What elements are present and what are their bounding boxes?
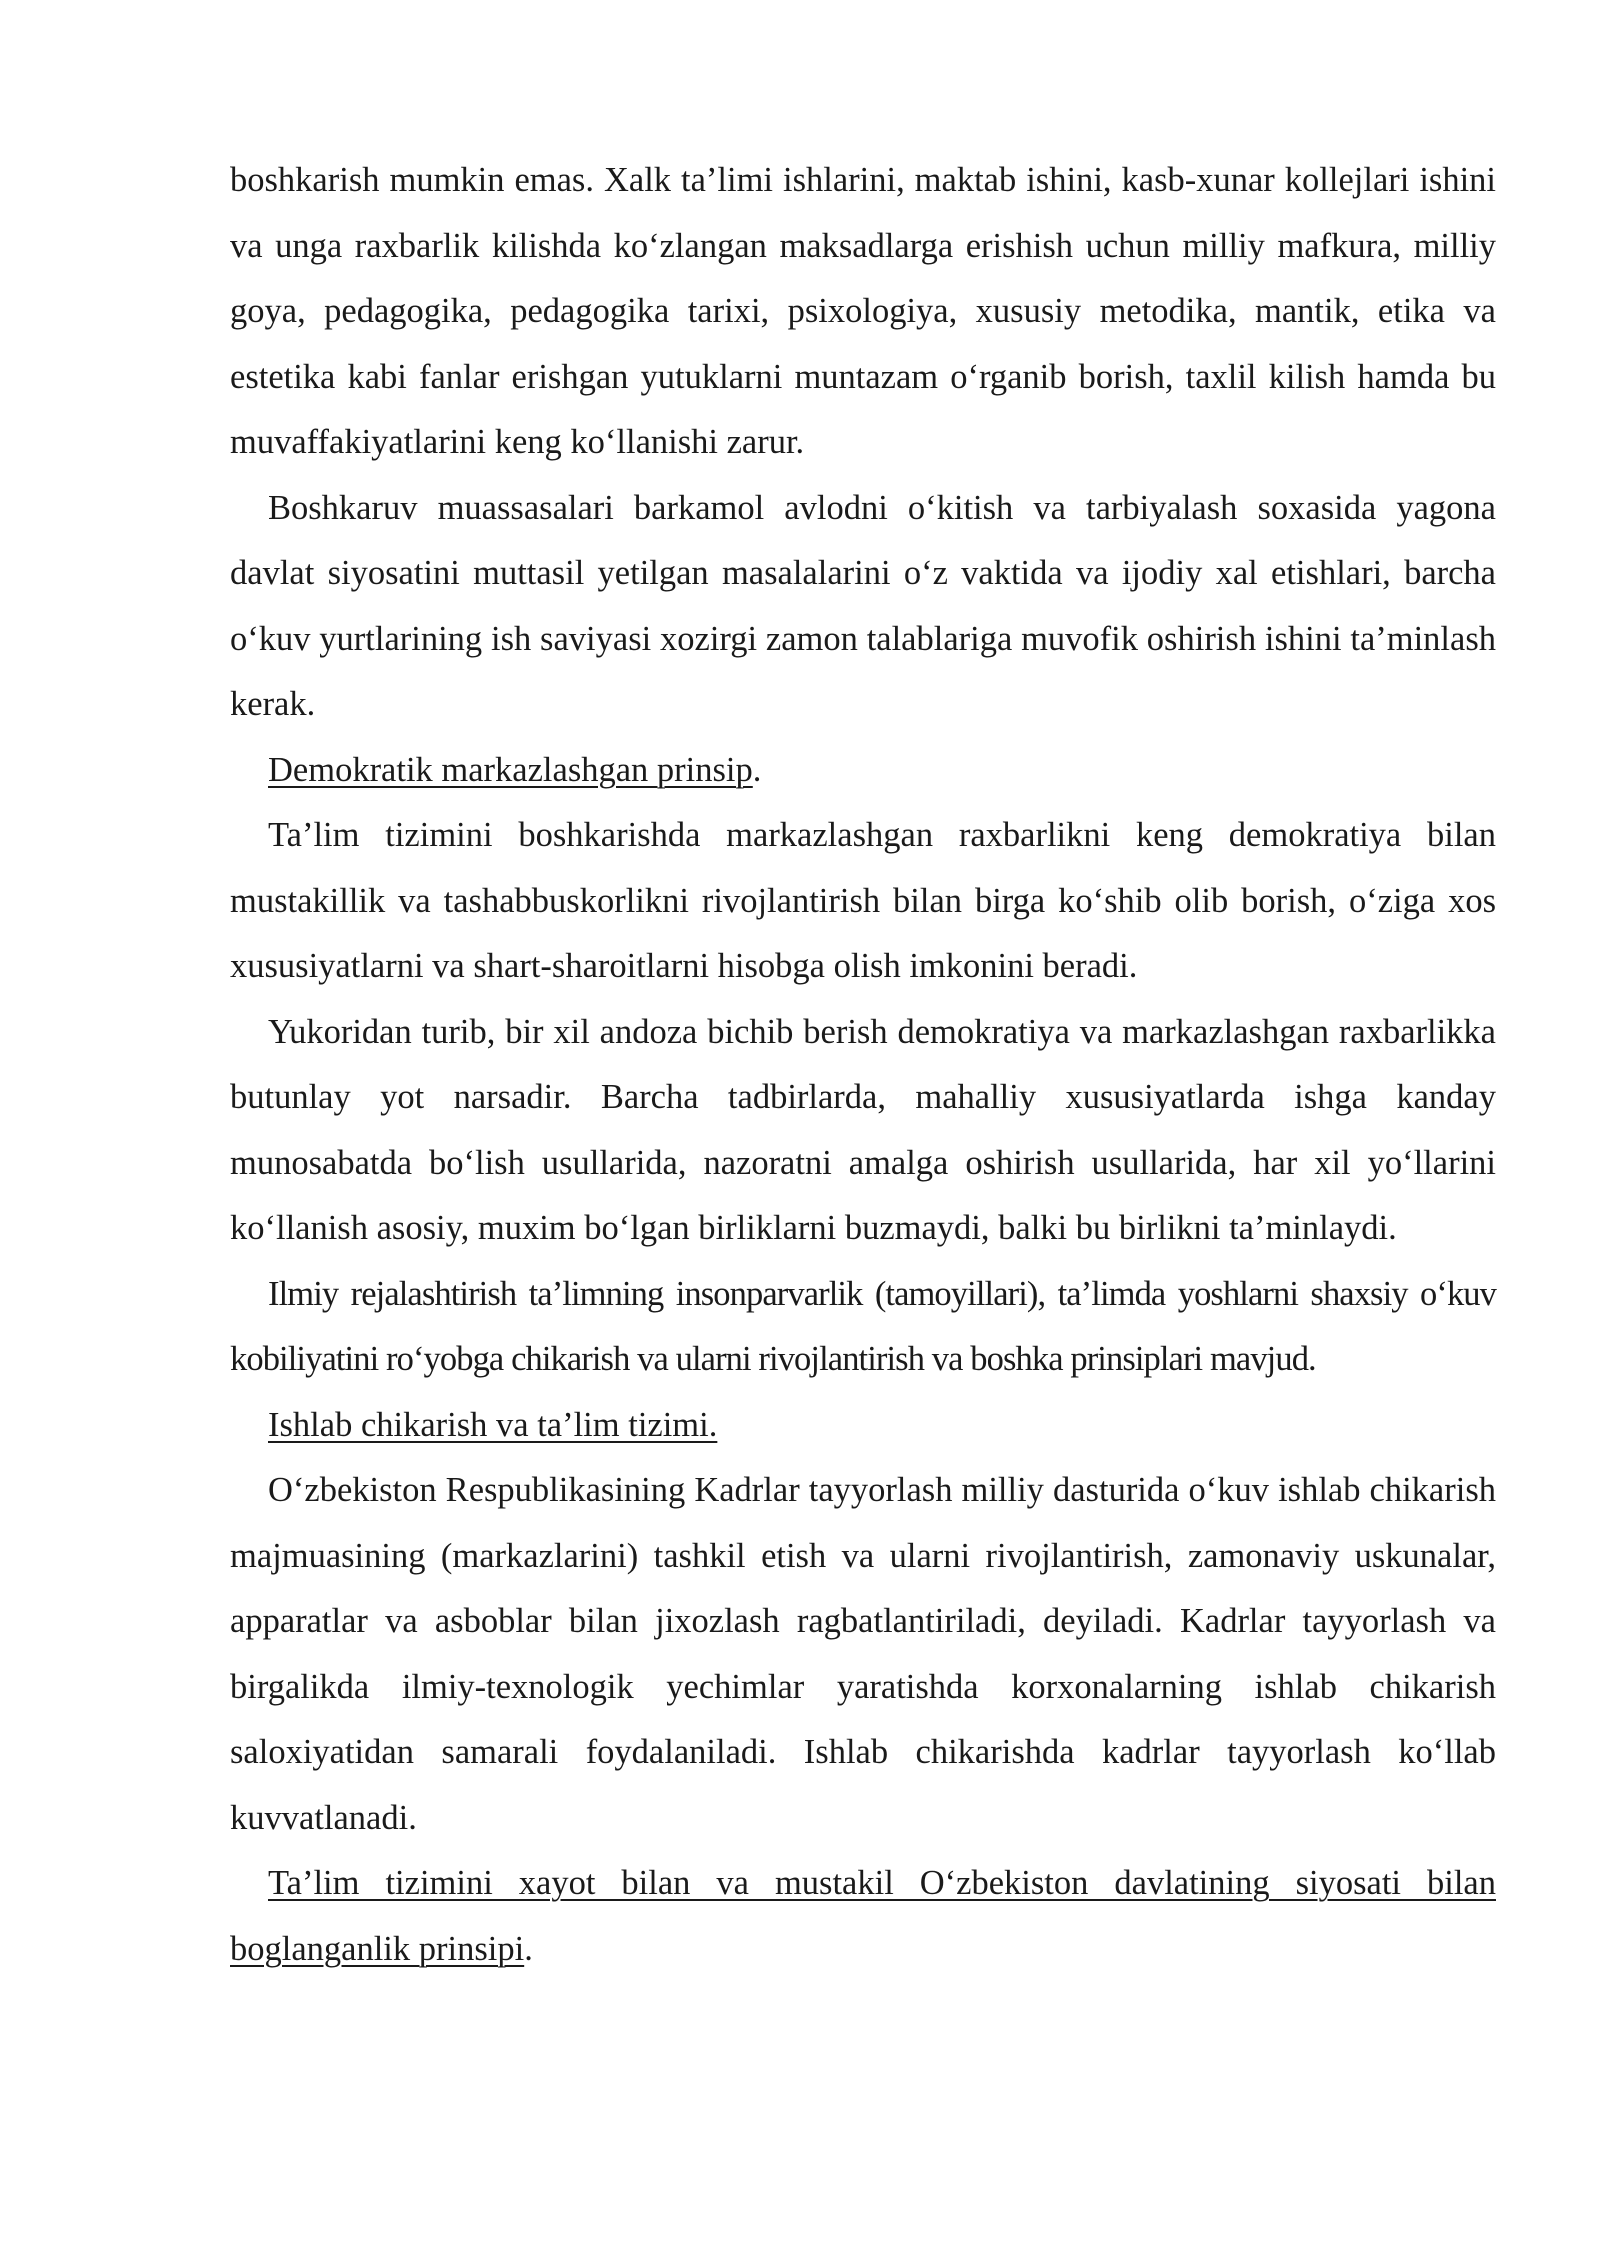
paragraph-6: O‘zbekiston Respublikasining Kadrlar tayyorlash milliy dasturida o‘kuv ishlab chikarish majmuasining (markazlarini) tashkil etish va ularni rivojlantirish, zamonaviy uskunalar, apparatlar va asboblar bilan jixozlash ragbatlantiriladi, deyiladi. Kadrlar tayyorlash va birgalikda ilmiy-texnologik yechimlar yaratishda korxonalarning ishlab chikarish saloxiyatidan samarali foydalaniladi. Ishlab chikarishda kadrlar tayyorlash ko‘llab kuvvatlanadi.: [230, 1471, 1496, 1837]
paragraph-5: Ilmiy rejalashtirish ta’limning insonparvarlik (tamoyillari), ta’limda yoshlarni shaxsiy o‘kuv kobiliyatini ro‘yobga chikarish va ularni rivojlantirish va boshka prinsiplari mavjud.: [230, 1274, 1496, 1378]
paragraph-1: boshkarish mumkin emas. Xalk ta’limi ishlarini, maktab ishini, kasb-xunar kollejlari ishini va unga raxbarlik kilishda ko‘zlangan maksadlarga erishish uchun milliy mafkura, milliy goya, pedagogika, pedagogika tarixi, psixologiya, xususiy metodika, mantik, etika va estetika kabi fanlar erishgan yutuklarni muntazam o‘rganib borish, taxlil kilish hamda bu muvaffakiyatlarini keng ko‘llanishi zarur.: [230, 161, 1496, 461]
paragraph-4: Yukoridan turib, bir xil andoza bichib berish demokratiya va markazlashgan raxbarlikka butunlay yot narsadir. Barcha tadbirlarda, mahalliy xususiyatlarda ishga kanday munosabatda bo‘lish usullarida, nazoratni amalga oshirish usullarida, har xil yo‘llarini ko‘llanish asosiy, muxim bo‘lgan birliklarni buzmaydi, balki bu birlikni ta’minlaydi.: [230, 1012, 1496, 1247]
paragraph-2: Boshkaruv muassasalari barkamol avlodni o‘kitish va tarbiyalash soxasida yagona davlat siyosatini muttasil yetilgan masalalarini o‘z vaktida va ijodiy xal etishlari, barcha o‘kuv yurtlarining ish saviyasi xozirgi zamon talablariga muvofik oshirish ishini ta’minlash kerak.: [230, 488, 1496, 723]
section-heading-production-text: Ishlab chikarish va ta’lim tizimi.: [268, 1405, 718, 1444]
section-heading-democratic-text: Demokratik markazlashgan prinsip: [268, 750, 753, 789]
section-heading-democratic-punct: .: [752, 750, 762, 789]
section-heading-life-link-punct: .: [524, 1929, 533, 1968]
section-heading-life-link-text: Ta’lim tizimini xayot bilan va mustakil O‘zbekiston davlatining siyosati bilan boglanganlik prinsipi: [230, 1864, 1496, 1968]
document-page: [230, 148, 1496, 1982]
paragraph-3: Ta’lim tizimini boshkarishda markazlashgan raxbarlikni keng demokratiya bilan mustakillik va tashabbuskorlikni rivojlantirish bilan birga ko‘shib olib borish, o‘ziga xos xususiyatlarni va shart-sharoitlarni hisobga olish imkonini beradi.: [230, 816, 1496, 985]
section-heading-democratic: [230, 738, 1496, 804]
section-heading-life-link: [230, 1851, 1496, 1982]
section-heading-production: [230, 1393, 1496, 1459]
